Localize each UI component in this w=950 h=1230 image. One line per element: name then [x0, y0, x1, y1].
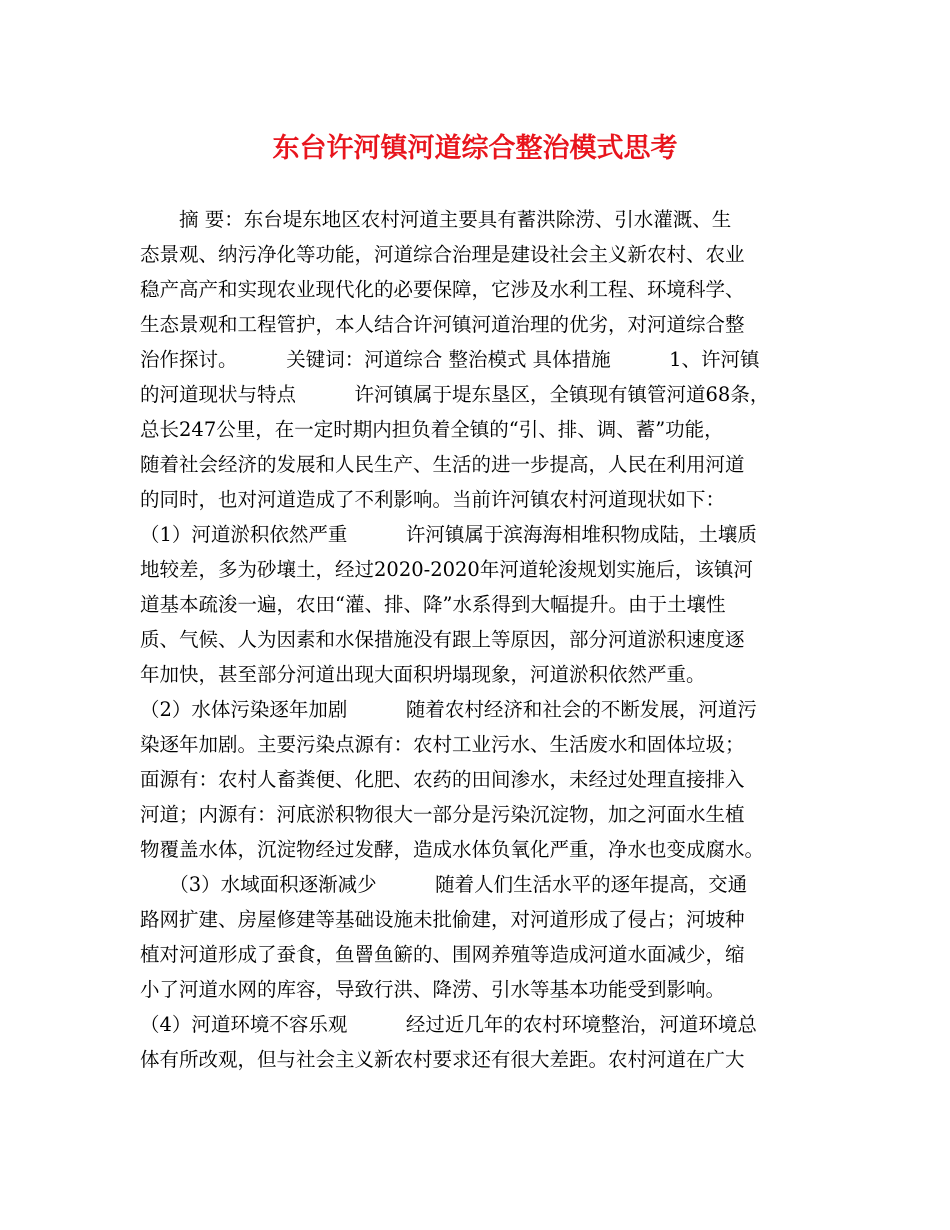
body-line: 河道；内源有：河底淤积物很大一部分是污染沉淀物，加之河面水生植 — [140, 803, 745, 826]
body-line: 路网扩建、房屋修建等基础设施未批偷建，对河道形成了侵占；河坡种 — [140, 908, 745, 931]
body-line: 体有所改观，但与社会主义新农村要求还有很大差距。农村河道在广大 — [140, 1048, 745, 1071]
body-line: 地较差，多为砂壤土，经过2020-2020年河道轮浚规划实施后，该镇河 — [140, 558, 753, 581]
body-line: 摘 要：东台堤东地区农村河道主要具有蓄洪除涝、引水灌溉、生 — [140, 208, 732, 231]
body-line: （2）水体污染逐年加剧 随着农村经济和社会的不断发展，河道污 — [140, 698, 757, 721]
body-line: 植对河道形成了蚕食，鱼罾鱼簖的、围网养殖等造成河道水面减少，缩 — [140, 943, 745, 966]
body-line: 物覆盖水体，沉淀物经过发酵，造成水体负氧化严重，净水也变成腐水。 — [140, 838, 765, 861]
body-line: 总长247公里，在一定时期内担负着全镇的“引、排、调、蓄”功能， — [140, 418, 724, 441]
body-line: （4）河道环境不容乐观 经过近几年的农村环境整治，河道环境总 — [140, 1013, 757, 1036]
body-line: 年加快，甚至部分河道出现大面积坍塌现象，河道淤积依然严重。 — [140, 663, 706, 686]
body-line: 治作探讨。 关键词：河道综合 整治模式 具体措施 1、许河镇 — [140, 348, 760, 371]
body-line: 态景观、纳污净化等功能，河道综合治理是建设社会主义新农村、农业 — [140, 243, 745, 266]
document-title: 东台许河镇河道综合整治模式思考 — [272, 133, 678, 164]
body-line: 的河道现状与特点 许河镇属于堤东垦区，全镇现有镇管河道68条， — [140, 383, 770, 406]
document-body — [140, 202, 828, 1077]
body-line: 稳产高产和实现农业现代化的必要保障，它涉及水利工程、环境科学、 — [140, 278, 745, 301]
body-line: （3）水域面积逐渐减少 随着人们生活水平的逐年提高，交通 — [140, 873, 748, 896]
body-line: 面源有：农村人畜粪便、化肥、农药的田间渗水，未经过处理直接排入 — [140, 768, 745, 791]
body-line: 小了河道水网的库容，导致行洪、降涝、引水等基本功能受到影响。 — [140, 978, 726, 1001]
body-line: 道基本疏浚一遍，农田“灌、排、降”水系得到大幅提升。由于土壤性 — [140, 593, 726, 616]
body-line: 随着社会经济的发展和人民生产、生活的进一步提高，人民在利用河道 — [140, 453, 745, 476]
body-line: 染逐年加剧。主要污染点源有：农村工业污水、生活废水和固体垃圾； — [140, 733, 745, 756]
body-line: 的同时，也对河道造成了不利影响。当前许河镇农村河道现状如下： — [140, 488, 726, 511]
body-line: （1）河道淤积依然严重 许河镇属于滨海海相堆积物成陆，土壤质 — [140, 523, 757, 546]
body-line: 生态景观和工程管护，本人结合许河镇河道治理的优劣，对河道综合整 — [140, 313, 745, 336]
body-line: 质、气候、人为因素和水保措施没有跟上等原因，部分河道淤积速度逐 — [140, 628, 745, 651]
